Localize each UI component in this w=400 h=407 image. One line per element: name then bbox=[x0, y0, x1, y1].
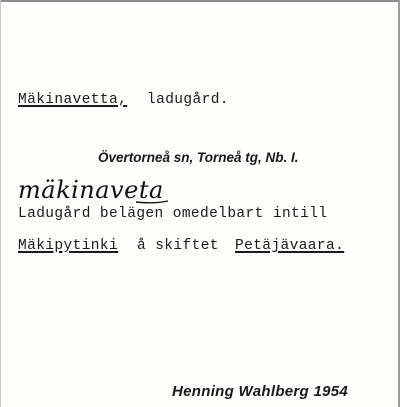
location-line: Övertorneå sn, Torneå tg, Nb. I. bbox=[98, 150, 299, 165]
heading-place-type: ladugård. bbox=[147, 92, 229, 108]
card-left-edge bbox=[0, 0, 1, 407]
svg-text:mäkinaveta: mäkinaveta bbox=[18, 176, 164, 204]
collector-signature: Henning Wahlberg 1954 bbox=[172, 383, 349, 400]
card-top-edge bbox=[0, 0, 400, 2]
description-line-2-text: å skiftet bbox=[137, 238, 219, 254]
description-place-name: Mäkipytinki bbox=[18, 238, 119, 254]
description-estate-name: Petäjävaara. bbox=[235, 238, 345, 254]
heading-place-name: Mäkinavetta, bbox=[18, 92, 128, 108]
description-line-1: Ladugård belägen omedelbart intill bbox=[18, 206, 328, 222]
